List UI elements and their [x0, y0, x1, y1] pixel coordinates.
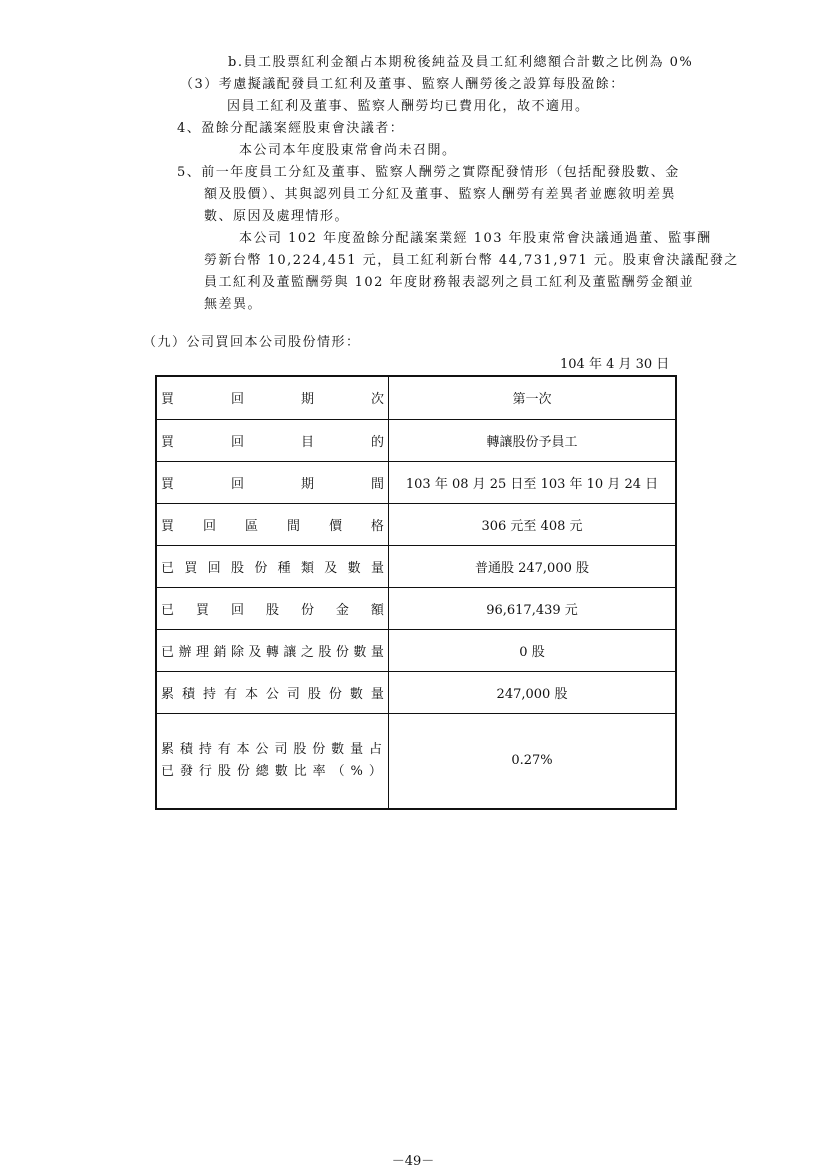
label-char: 次	[370, 392, 384, 408]
row-label	[156, 587, 389, 629]
label-char: 額	[370, 602, 384, 618]
label-char: 已	[161, 560, 175, 576]
label-char: 公	[255, 741, 269, 757]
label-char: ）	[368, 763, 382, 779]
label-char: 量	[350, 741, 364, 757]
label-char: 持	[198, 741, 212, 757]
label-char: 總	[255, 763, 269, 779]
label-char: 股	[293, 741, 307, 757]
label-char: 期	[300, 476, 314, 492]
label-char: 份	[328, 686, 342, 702]
label-char: 量	[370, 644, 384, 660]
label-char: 種	[277, 560, 291, 576]
label-char: 的	[370, 434, 384, 450]
label-char: 金	[335, 602, 349, 618]
label-char: 份	[335, 644, 349, 660]
table-row	[156, 503, 676, 545]
label-char: 之	[300, 644, 314, 660]
label-char: 持	[202, 686, 216, 702]
row-label-text	[161, 683, 384, 702]
table-row	[156, 671, 676, 713]
item5-heading-line: 數、原因及處理情形。	[204, 209, 350, 224]
label-char: 份	[312, 741, 326, 757]
item5-heading-line: 5、前一年度員工分紅及董事、監察人酬勞之實際配發情形（包括配發股數、金	[177, 165, 680, 180]
label-char: 已	[161, 602, 175, 618]
row-label-text	[161, 388, 384, 407]
label-char: 已	[161, 644, 175, 660]
row-label-text	[161, 515, 384, 534]
label-char: 數	[347, 560, 361, 576]
row-label	[156, 545, 389, 587]
label-char: 辦	[178, 644, 192, 660]
table-row	[156, 629, 676, 671]
report-date: 104 年 4 月 30 日	[560, 357, 670, 372]
row-label-text	[161, 431, 384, 450]
item4-body: 本公司本年度股東常會尚未召開。	[239, 143, 457, 158]
label-char: 數	[349, 686, 363, 702]
label-char: 回	[230, 476, 244, 492]
label-char: 買	[195, 602, 209, 618]
label-char: 份	[300, 602, 314, 618]
label-char: 份	[236, 763, 250, 779]
row-label-text	[161, 641, 384, 660]
table-row	[156, 461, 676, 503]
label-char: 股	[318, 644, 332, 660]
row-value: 0 股	[389, 629, 677, 671]
table-row	[156, 419, 676, 461]
label-char: 公	[265, 686, 279, 702]
share-buyback-table	[155, 375, 677, 810]
label-char: 買	[161, 392, 175, 408]
label-char: 回	[230, 602, 244, 618]
label-char: 行	[198, 763, 212, 779]
table-row	[156, 713, 676, 809]
page-number: －49－	[391, 1154, 435, 1169]
label-char: 區	[244, 518, 258, 534]
item3-heading: （3）考慮擬議配發員工紅利及董事、監察人酬勞後之設算每股盈餘：	[180, 77, 625, 92]
item5-heading-line: 額及股價）、其與認列員工分紅及董事、監察人酬勞有差異者並應敘明差異	[204, 187, 677, 202]
label-char: 股	[230, 560, 244, 576]
label-char: %	[350, 763, 363, 779]
label-char: 累	[161, 741, 175, 757]
item4-heading: 4、盈餘分配議案經股東會決議者：	[177, 121, 405, 136]
row-label	[156, 419, 389, 461]
table-row	[156, 545, 676, 587]
row-label	[156, 629, 389, 671]
row-value: 第一次	[389, 376, 677, 419]
section-nine-heading: （九）公司買回本公司股份情形：	[143, 335, 361, 350]
row-label-text	[161, 557, 384, 576]
label-char: 司	[286, 686, 300, 702]
item5-body-line: 本公司 102 年度盈餘分配議案業經 103 年股東常會決議通過董、監事酬	[239, 231, 712, 246]
label-char: 回	[230, 392, 244, 408]
label-char: （	[331, 763, 345, 779]
label-char: 數	[353, 644, 367, 660]
label-char: 積	[179, 741, 193, 757]
row-label-text	[161, 739, 382, 761]
label-char: 間	[286, 518, 300, 534]
label-char: 司	[274, 741, 288, 757]
label-char: 回	[202, 518, 216, 534]
label-char: 間	[370, 476, 384, 492]
label-char: 本	[244, 686, 258, 702]
label-char: 轉	[265, 644, 279, 660]
label-char: 累	[161, 686, 175, 702]
label-char: 類	[300, 560, 314, 576]
label-char: 期	[300, 392, 314, 408]
item5-body-line: 勞新台幣 10,224,451 元，員工紅利新台幣 44,731,971 元。股東會決議配發之	[204, 253, 739, 268]
label-char: 股	[265, 602, 279, 618]
label-char: 買	[161, 476, 175, 492]
row-value: 轉讓股份予員工	[389, 419, 677, 461]
label-char: 價	[328, 518, 342, 534]
row-label	[156, 461, 389, 503]
label-char: 份	[254, 560, 268, 576]
label-char: 量	[370, 686, 384, 702]
row-value: 247,000 股	[389, 671, 677, 713]
label-char: 除	[230, 644, 244, 660]
label-char: 比	[293, 763, 307, 779]
label-char: 量	[370, 560, 384, 576]
label-char: 率	[312, 763, 326, 779]
item5-body-line: 無差異。	[204, 297, 263, 312]
row-value: 96,617,439 元	[389, 587, 677, 629]
label-char: 目	[300, 434, 314, 450]
row-label	[156, 376, 389, 419]
row-label	[156, 503, 389, 545]
label-char: 理	[195, 644, 209, 660]
label-char: 發	[179, 763, 193, 779]
label-char: 格	[370, 518, 384, 534]
row-label-text	[161, 473, 384, 492]
label-char: 已	[161, 763, 175, 779]
item5-body-line: 員工紅利及董監酬勞與 102 年度財務報表認列之員工紅利及董監酬勞金額並	[204, 275, 695, 290]
label-char: 積	[181, 686, 195, 702]
table-row	[156, 587, 676, 629]
label-char: 買	[161, 434, 175, 450]
row-value: 306 元至 408 元	[389, 503, 677, 545]
label-char: 有	[223, 686, 237, 702]
label-char: 占	[368, 741, 382, 757]
label-char: 股	[217, 763, 231, 779]
row-value: 普通股 247,000 股	[389, 545, 677, 587]
label-char: 買	[161, 518, 175, 534]
label-char: 及	[324, 560, 338, 576]
row-label-text	[161, 761, 382, 783]
label-char: 銷	[213, 644, 227, 660]
row-label	[156, 713, 389, 809]
label-char: 數	[274, 763, 288, 779]
label-char: 本	[236, 741, 250, 757]
row-value: 0.27%	[389, 713, 677, 809]
row-label	[156, 671, 389, 713]
label-char: 有	[217, 741, 231, 757]
label-char: 買	[184, 560, 198, 576]
row-value: 103 年 08 月 25 日至 103 年 10 月 24 日	[389, 461, 677, 503]
paragraph-b-item: b.員工股票紅利金額占本期稅後純益及員工紅利總額合計數之比例為 0%	[228, 55, 694, 70]
label-char: 數	[331, 741, 345, 757]
label-char: 回	[230, 434, 244, 450]
label-char: 回	[207, 560, 221, 576]
table-row	[156, 376, 676, 419]
label-char: 及	[248, 644, 262, 660]
row-label-text	[161, 599, 384, 618]
label-char: 股	[307, 686, 321, 702]
label-char: 讓	[283, 644, 297, 660]
item3-body: 因員工紅利及董事、監察人酬勞均已費用化，故不適用。	[227, 99, 590, 114]
